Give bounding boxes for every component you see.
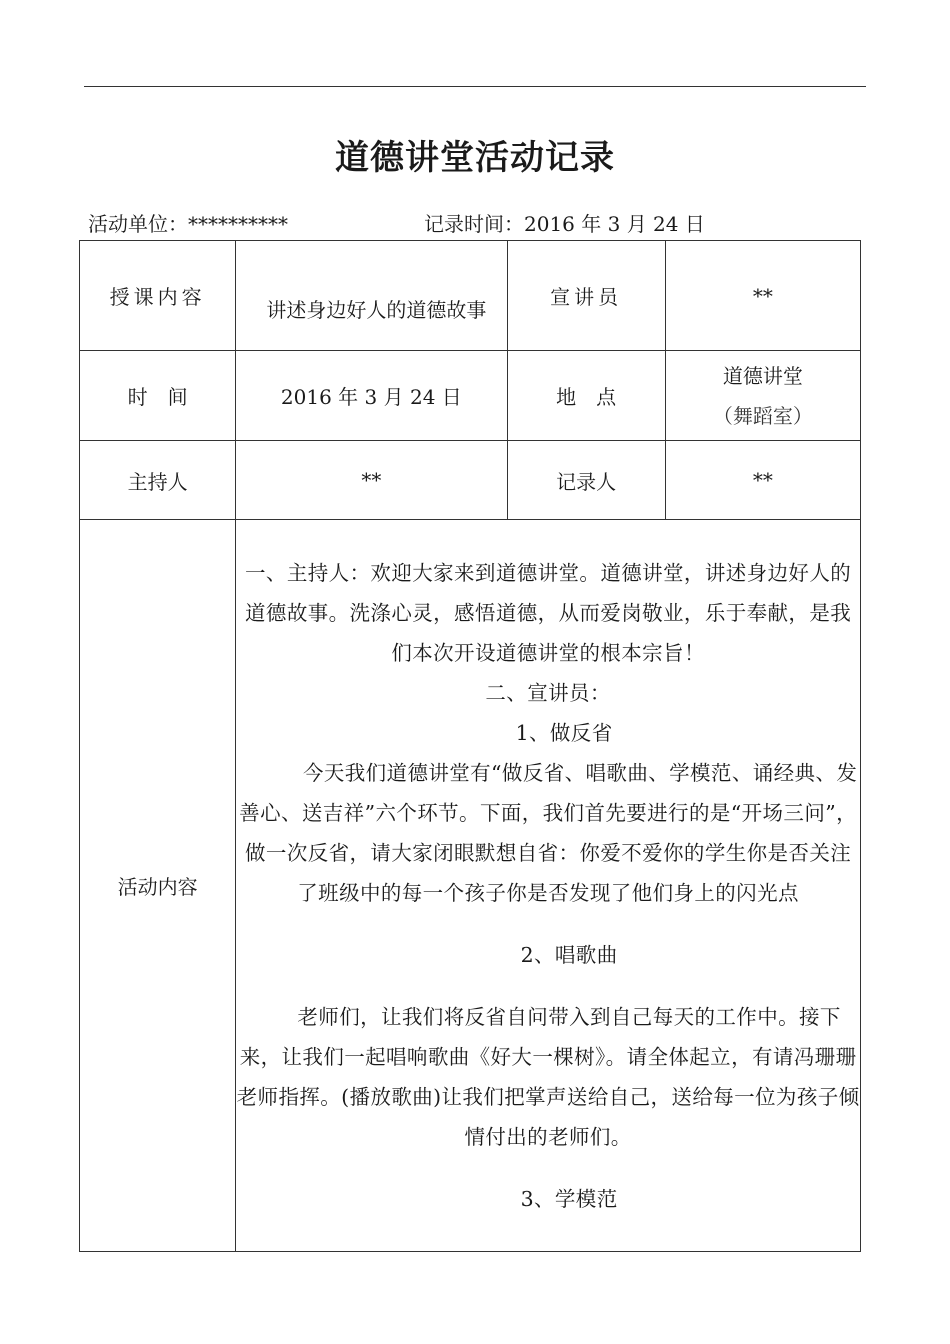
label-recorder: 记录人 bbox=[507, 441, 665, 520]
host-value: ** bbox=[236, 441, 507, 520]
content-section-sing: 2、唱歌曲 bbox=[520, 942, 618, 967]
table-row bbox=[80, 351, 861, 441]
content-paragraph-sing: 老师们，让我们将反省自问带入到自己每天的工作中。接下来，让我们一起唱响歌曲《好大一棵树》。请全体起立，有请冯珊珊老师指挥。(播放歌曲)让我们把掌声送给自己，送给每一位为孩子倾情付出的老师们。 bbox=[236, 1004, 860, 1149]
header-rule bbox=[84, 86, 866, 87]
label-time: 时 间 bbox=[80, 351, 236, 441]
table-row bbox=[80, 441, 861, 520]
content-cell bbox=[236, 520, 861, 1252]
place-main: 道德讲堂 bbox=[722, 363, 803, 388]
content-heading-speaker: 二、宣讲员： bbox=[485, 680, 611, 705]
activity-unit: 活动单位：********** bbox=[88, 212, 288, 236]
content-section-reflect: 1、做反省 bbox=[515, 720, 613, 745]
label-host: 主持人 bbox=[80, 441, 236, 520]
record-table bbox=[79, 240, 861, 1252]
speaker-value: ** bbox=[665, 241, 860, 351]
activity-content bbox=[236, 553, 860, 1219]
place-value bbox=[665, 351, 860, 441]
label-place: 地 点 bbox=[507, 351, 665, 441]
time-value: 2016 年 3 月 24 日 bbox=[236, 351, 507, 441]
record-time: 记录时间：2016 年 3 月 24 日 bbox=[424, 212, 705, 236]
label-content: 活动内容 bbox=[80, 520, 236, 1252]
topic-value: 讲述身边好人的道德故事 bbox=[236, 241, 507, 351]
label-topic: 授课内容 bbox=[80, 241, 236, 351]
document-title: 道德讲堂活动记录 bbox=[335, 138, 615, 178]
place-sub: （舞蹈室） bbox=[712, 403, 813, 428]
content-paragraph-reflect: 今天我们道德讲堂有“做反省、唱歌曲、学模范、诵经典、发善心、送吉祥”六个环节。下面，我们首先要进行的是“开场三问”，做一次反省，请大家闭眼默想自省：你爱不爱你的学生你是否关注了班级中的每一个孩子你是否发现了他们身上的闪光点 bbox=[239, 760, 858, 905]
content-paragraph-host: 一、主持人：欢迎大家来到道德讲堂。道德讲堂，讲述身边好人的道德故事。洗涤心灵，感悟道德，从而爱岗敬业，乐于奉献，是我们本次开设道德讲堂的根本宗旨！ bbox=[245, 560, 852, 665]
table-row bbox=[80, 520, 861, 1252]
label-speaker: 宣讲员 bbox=[507, 241, 665, 351]
recorder-value: ** bbox=[665, 441, 860, 520]
table-row bbox=[80, 241, 861, 351]
content-section-model: 3、学模范 bbox=[520, 1186, 618, 1211]
